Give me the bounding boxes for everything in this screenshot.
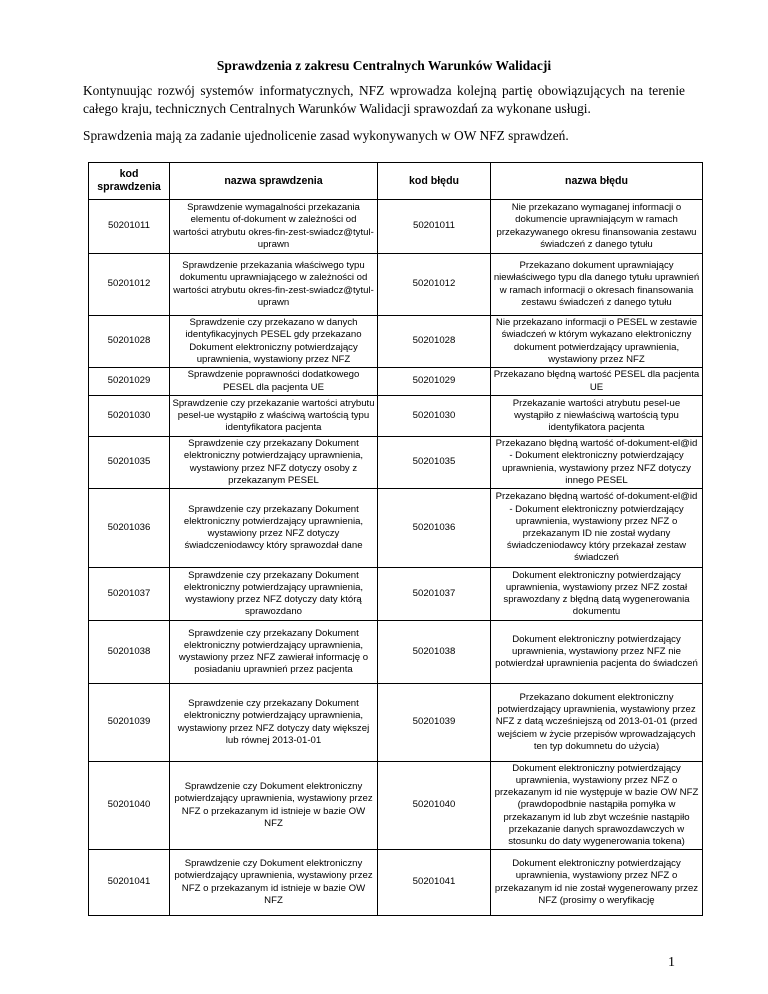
cell-kod-bledu: 50201041 [378,850,491,916]
cell-nazwa: Sprawdzenie czy przekazano w danych identyfikacyjnych PESEL gdy przekazano Dokument elektroniczny potwierdzający uprawnienia, wystawiony przez NFZ [170,316,378,368]
cell-kod-bledu: 50201028 [378,316,491,368]
cell-nazwa: Sprawdzenie czy przekazany Dokument elektroniczny potwierdzający uprawnienia, wystawiony przez NFZ dotyczy daty którą sprawozdano [170,568,378,621]
cell-kod: 50201041 [89,850,170,916]
cell-nazwa-bledu: Nie przekazano wymaganej informacji o dokumencie uprawniającym w ramach przekazywanego okresu finansowania zestawu świadczeń z danego tytułu [491,200,703,254]
cell-kod: 50201029 [89,368,170,396]
cell-kod: 50201039 [89,684,170,762]
header-kod-bledu: kod błędu [378,163,491,200]
cell-kod-bledu: 50201011 [378,200,491,254]
cell-kod-bledu: 50201038 [378,621,491,684]
cell-nazwa: Sprawdzenie wymagalności przekazania elementu of-dokument w zależności od wartości atrybutu okres-fin-zest-swiadcz@tytul-uprawn [170,200,378,254]
cell-kod: 50201037 [89,568,170,621]
cell-nazwa: Sprawdzenie czy przekazanie wartości atrybutu pesel-ue wystąpiło z właściwą wartością typu identyfikatora pacjenta [170,396,378,437]
cell-kod: 50201036 [89,489,170,568]
cell-nazwa-bledu: Dokument elektroniczny potwierdzający uprawnienia, wystawiony przez NFZ nie potwierdzał uprawnienia pacjenta do świadczeń [491,621,703,684]
cell-nazwa-bledu: Dokument elektroniczny potwierdzający uprawnienia, wystawiony przez NFZ został sprawozdany z błędną datą wygenerowania dokumentu [491,568,703,621]
table-row [89,684,703,762]
table-row [89,489,703,568]
cell-nazwa-bledu: Nie przekazano informacji o PESEL w zestawie świadczeń w którym wykazano elektroniczny dokument potwierdzający uprawnienia, wystawiony przez NFZ [491,316,703,368]
cell-nazwa-bledu: Przekazano dokument uprawniający niewłaściwego typu dla danego tytułu uprawnień w ramach informacji o okresach finansowania zestawu świadczeń z danego tytułu [491,254,703,316]
cell-nazwa: Sprawdzenie czy przekazany Dokument elektroniczny potwierdzający uprawnienia, wystawiony przez NFZ dotyczy świadczeniodawcy który sprawozdał dane [170,489,378,568]
cell-nazwa-bledu: Przekazanie wartości atrybutu pesel-ue wystąpiło z niewłaściwą wartością typu identyfikatora pacjenta [491,396,703,437]
cell-kod: 50201035 [89,437,170,489]
cell-kod-bledu: 50201040 [378,762,491,850]
cell-kod: 50201028 [89,316,170,368]
cell-kod-bledu: 50201036 [378,489,491,568]
cell-nazwa-bledu: Dokument elektroniczny potwierdzający uprawnienia, wystawiony przez NFZ o przekazanym id nie występuje w bazie OW NFZ (prawdopodbnie nastąpiła pomyłka w przekazanym id lub zbyt wcześnie nastąpiło przekazanie danych sprawozdawczych w stosunku do daty wygenerowania tokena) [491,762,703,850]
cell-kod-bledu: 50201037 [378,568,491,621]
cell-kod-bledu: 50201029 [378,368,491,396]
cell-nazwa-bledu: Przekazano błędną wartość of-dokument-el@id - Dokument elektroniczny potwierdzający uprawnienia, wystawiony przez NFZ dotyczy innego PESEL [491,437,703,489]
cell-kod-bledu: 50201035 [378,437,491,489]
intro-paragraph-2: Sprawdzenia mają za zadanie ujednolicenie zasad wykonywanych w OW NFZ sprawdzeń. [83,128,569,143]
cell-kod: 50201038 [89,621,170,684]
validation-table [88,162,703,916]
header-nazwa-sprawdzenia: nazwa sprawdzenia [170,163,378,200]
cell-nazwa: Sprawdzenie czy przekazany Dokument elektroniczny potwierdzający uprawnienia, wystawiony przez NFZ dotyczy daty większej lub równej 2013-01-01 [170,684,378,762]
table-row [89,437,703,489]
cell-nazwa: Sprawdzenie czy Dokument elektroniczny potwierdzający uprawnienia, wystawiony przez NFZ o przekazanym id istnieje w bazie OW NFZ [170,762,378,850]
intro-paragraph: Kontynuując rozwój systemów informatycznych, NFZ wprowadza kolejną partię obowiązujących na terenie całego kraju, technicznych Centralnych Warunków Walidacji sprawozdań za wykonane usługi. [83,83,685,116]
table-row [89,762,703,850]
table-row [89,368,703,396]
cell-kod: 50201030 [89,396,170,437]
table-row [89,254,703,316]
table-row [89,568,703,621]
cell-nazwa: Sprawdzenie czy przekazany Dokument elektroniczny potwierdzający uprawnienia, wystawiony przez NFZ zawierał informację o posiadaniu uprawnień przez pacjenta [170,621,378,684]
cell-kod-bledu: 50201030 [378,396,491,437]
table-row [89,200,703,254]
header-nazwa-bledu: nazwa błędu [491,163,703,200]
cell-nazwa: Sprawdzenie czy przekazany Dokument elektroniczny potwierdzający uprawnienia, wystawiony przez NFZ dotyczy osoby z przekazanym PESEL [170,437,378,489]
table-header-row [89,163,703,200]
cell-nazwa: Sprawdzenie poprawności dodatkowego PESEL dla pacjenta UE [170,368,378,396]
cell-nazwa: Sprawdzenie przekazania właściwego typu dokumentu uprawniającego w zależności od wartości atrybutu okres-fin-zest-swiadcz@tytul-uprawn [170,254,378,316]
cell-nazwa-bledu: Przekazano dokument elektroniczny potwierdzający uprawnienia, wystawiony przez NFZ z datą wcześniejszą od 2013-01-01 (przed wejściem w życie przepisów wprowadzających ten typ dokumnetu do użycia) [491,684,703,762]
document-title: Sprawdzenia z zakresu Centralnych Warunków Walidacji [216,58,552,73]
table-row [89,316,703,368]
cell-nazwa-bledu: Przekazano błędną wartość PESEL dla pacjenta UE [491,368,703,396]
table-row [89,396,703,437]
table-row [89,621,703,684]
cell-kod: 50201040 [89,762,170,850]
cell-kod-bledu: 50201039 [378,684,491,762]
page-number: 1 [668,955,675,970]
table-row [89,850,703,916]
cell-kod: 50201012 [89,254,170,316]
cell-nazwa-bledu: Dokument elektroniczny potwierdzający uprawnienia, wystawiony przez NFZ o przekazanym id nie został wygenerowany przez NFZ (prosimy o weryfikację [491,850,703,916]
cell-nazwa: Sprawdzenie czy Dokument elektroniczny potwierdzający uprawnienia, wystawiony przez NFZ o przekazanym id istnieje w bazie OW NFZ [170,850,378,916]
cell-kod: 50201011 [89,200,170,254]
cell-nazwa-bledu: Przekazano błędną wartość of-dokument-el@id - Dokument elektroniczny potwierdzający uprawnienia, wystawiony przez NFZ o przekazanym ID nie został wydany świadczeniodawcy który przekazał zestaw świadczeń [491,489,703,568]
cell-kod-bledu: 50201012 [378,254,491,316]
header-kod-sprawdzenia: kod sprawdzenia [89,163,170,200]
